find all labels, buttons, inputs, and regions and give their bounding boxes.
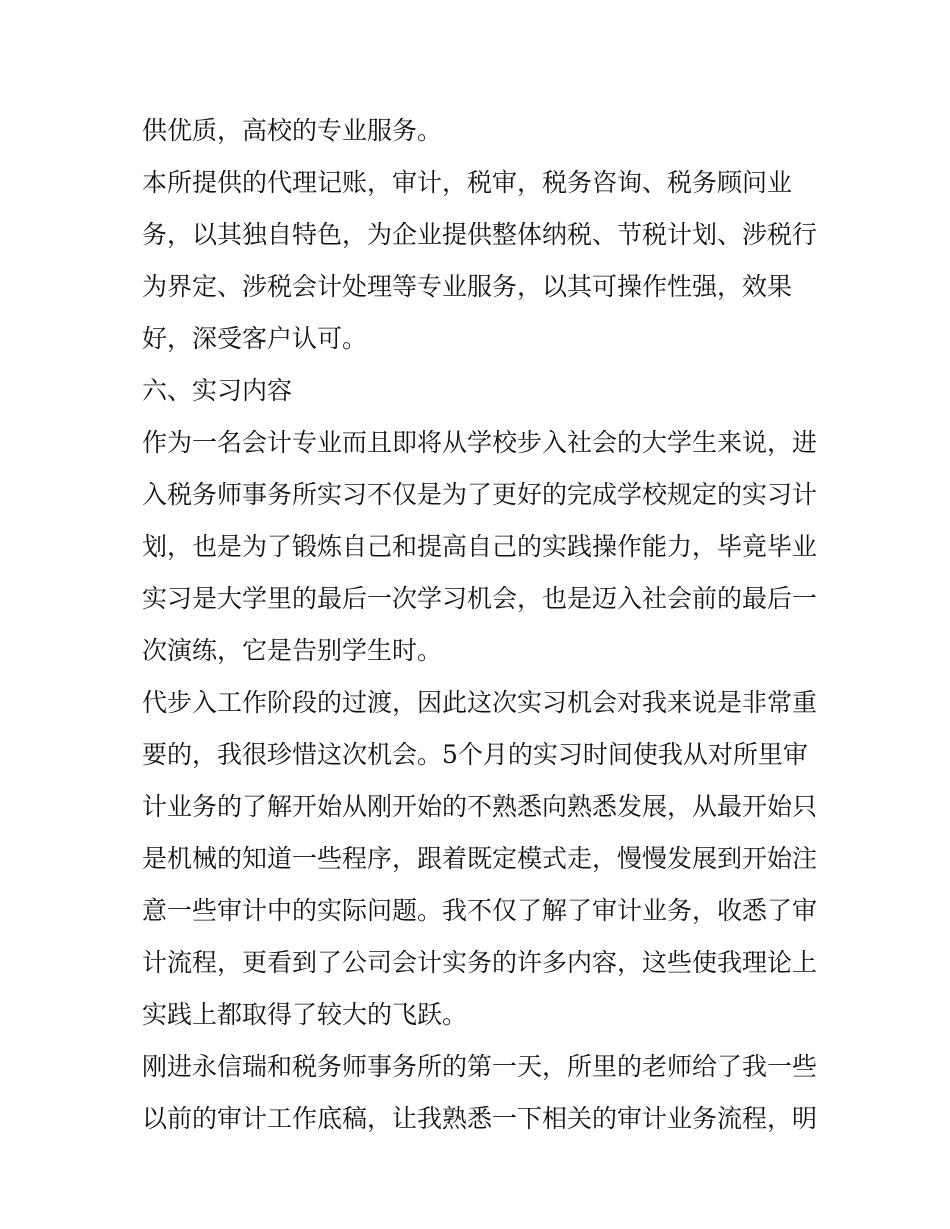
text-line: 作为一名会计专业而且即将从学校步入社会的大学生来说，进: [142, 428, 818, 457]
text-line: 实习是大学里的最后一次学习机会，也是迈入社会前的最后一: [142, 584, 818, 613]
text-line: 代步入工作阶段的过渡，因此这次实习机会对我来说是非常重: [142, 688, 818, 717]
text-line: 计流程，更看到了公司会计实务的许多内容，这些使我理论上: [142, 948, 818, 977]
text-line: 是机械的知道一些程序，跟着既定模式走，慢慢发展到开始注: [142, 844, 818, 873]
text-line: 意一些审计中的实际问题。我不仅了解了审计业务，收悉了审: [142, 896, 818, 925]
document-body: [142, 107, 818, 1143]
text-line: 次演练，它是告别学生时。: [142, 636, 443, 665]
text-line: 务，以其独自特色，为企业提供整体纳税、节税计划、涉税行: [142, 220, 818, 249]
text-line: 为界定、涉税会计处理等专业服务，以其可操作性强，效果: [142, 272, 793, 301]
section-heading: 六、实习内容: [142, 376, 293, 405]
text-line: 计业务的了解开始从刚开始的不熟悉向熟悉发展，从最开始只: [142, 792, 818, 821]
text-line: 供优质，高校的专业服务。: [142, 116, 443, 145]
text-line: 入税务师事务所实习不仅是为了更好的完成学校规定的实习计: [142, 480, 818, 509]
text-line: 要的，我很珍惜这次机会。5个月的实习时间使我从对所里审: [142, 740, 808, 769]
text-line: 实践上都取得了较大的飞跃。: [142, 1000, 468, 1029]
text-line: 划，也是为了锻炼自己和提高自己的实践操作能力，毕竟毕业: [142, 532, 818, 561]
text-line: 刚进永信瑞和税务师事务所的第一天，所里的老师给了我一些: [142, 1052, 818, 1081]
text-line: 本所提供的代理记账，审计，税审，税务咨询、税务顾问业: [142, 168, 793, 197]
text-line: 以前的审计工作底稿，让我熟悉一下相关的审计业务流程，明: [142, 1104, 818, 1133]
text-line: 好，深受客户认可。: [142, 324, 368, 353]
